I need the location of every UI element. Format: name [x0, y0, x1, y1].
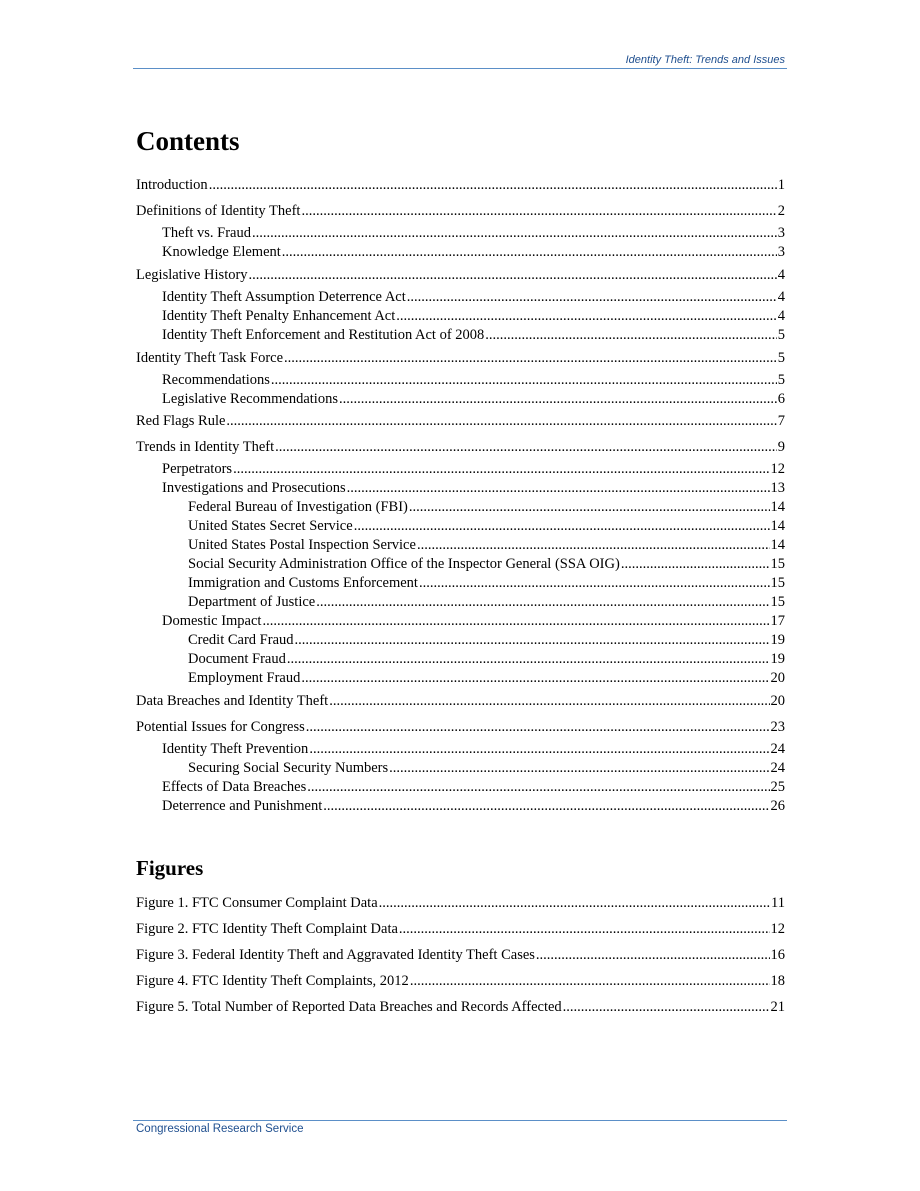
toc-entry-credit-card-fraud[interactable]: Credit Card Fraud ..... 19 — [188, 631, 785, 650]
toc-entry-legislative-recommendations[interactable]: Legislative Recommendations ..... 6 — [162, 390, 785, 409]
toc-entry-doj[interactable]: Department of Justice ..... 15 — [188, 593, 785, 612]
figures-heading: Figures — [136, 856, 204, 880]
toc-entry-perpetrators[interactable]: Perpetrators ..... 12 — [162, 460, 785, 479]
toc-entry-knowledge-element[interactable]: Knowledge Element ..... 3 — [162, 243, 785, 262]
toc-entry-securing-ssn[interactable]: Securing Social Security Numbers ..... 24 — [188, 759, 785, 778]
figure-entry-4[interactable]: Figure 4. FTC Identity Theft Complaints, 2012 ..... 18 — [136, 972, 785, 991]
toc-entry-data-breaches[interactable]: Data Breaches and Identity Theft ..... 20 — [136, 692, 785, 711]
toc-entry-fbi[interactable]: Federal Bureau of Investigation (FBI) ..... 14 — [188, 498, 785, 517]
toc-entry-document-fraud[interactable]: Document Fraud ..... 19 — [188, 650, 785, 669]
toc-entry-effects-data-breaches[interactable]: Effects of Data Breaches ..... 25 — [162, 778, 785, 797]
toc-entry-legislative-history[interactable]: Legislative History ..... 4 — [136, 266, 785, 285]
running-header: Identity Theft: Trends and Issues — [625, 54, 785, 66]
toc-entry-trends[interactable]: Trends in Identity Theft ..... 9 — [136, 438, 785, 457]
toc-entry-assumption-deterrence-act[interactable]: Identity Theft Assumption Deterrence Act ..... 4 — [162, 288, 785, 307]
toc-entry-theft-vs-fraud[interactable]: Theft vs. Fraud ..... 3 — [162, 224, 785, 243]
figure-entry-3[interactable]: Figure 3. Federal Identity Theft and Aggravated Identity Theft Cases ..... 16 — [136, 946, 785, 965]
toc-entry-recommendations[interactable]: Recommendations ..... 5 — [162, 371, 785, 390]
toc-entry-definitions[interactable]: Definitions of Identity Theft ..... 2 — [136, 202, 785, 221]
toc-entry-introduction[interactable]: Introduction ..... 1 — [136, 176, 785, 195]
toc-entry-enforcement-restitution-act[interactable]: Identity Theft Enforcement and Restitution Act of 2008 ..... 5 — [162, 326, 785, 345]
toc-entry-domestic-impact[interactable]: Domestic Impact ..... 17 — [162, 612, 785, 631]
figure-entry-2[interactable]: Figure 2. FTC Identity Theft Complaint Data ..... 12 — [136, 920, 785, 939]
toc-entry-prevention[interactable]: Identity Theft Prevention ..... 24 — [162, 740, 785, 759]
header-divider — [133, 68, 787, 69]
toc-entry-ssa-oig[interactable]: Social Security Administration Office of the Inspector General (SSA OIG) ..... 15 — [188, 555, 785, 574]
figure-entry-5[interactable]: Figure 5. Total Number of Reported Data Breaches and Records Affected ..... 21 — [136, 998, 785, 1017]
figure-entry-1[interactable]: Figure 1. FTC Consumer Complaint Data ..... 11 — [136, 894, 785, 913]
toc-entry-postal-inspection[interactable]: United States Postal Inspection Service ..... 14 — [188, 536, 785, 555]
contents-heading: Contents — [136, 126, 240, 156]
toc-entry-investigations[interactable]: Investigations and Prosecutions ..... 13 — [162, 479, 785, 498]
toc-entry-employment-fraud[interactable]: Employment Fraud ..... 20 — [188, 669, 785, 688]
toc-entry-ice[interactable]: Immigration and Customs Enforcement ..... 15 — [188, 574, 785, 593]
footer-divider — [133, 1120, 787, 1121]
toc-entry-potential-issues[interactable]: Potential Issues for Congress ..... 23 — [136, 718, 785, 737]
toc-entry-red-flags-rule[interactable]: Red Flags Rule ..... 7 — [136, 412, 785, 431]
footer-publisher: Congressional Research Service — [136, 1123, 304, 1135]
toc-entry-penalty-enhancement-act[interactable]: Identity Theft Penalty Enhancement Act ..... 4 — [162, 307, 785, 326]
toc-entry-secret-service[interactable]: United States Secret Service ..... 14 — [188, 517, 785, 536]
toc-entry-deterrence-punishment[interactable]: Deterrence and Punishment ..... 26 — [162, 797, 785, 816]
toc-entry-task-force[interactable]: Identity Theft Task Force ..... 5 — [136, 349, 785, 368]
